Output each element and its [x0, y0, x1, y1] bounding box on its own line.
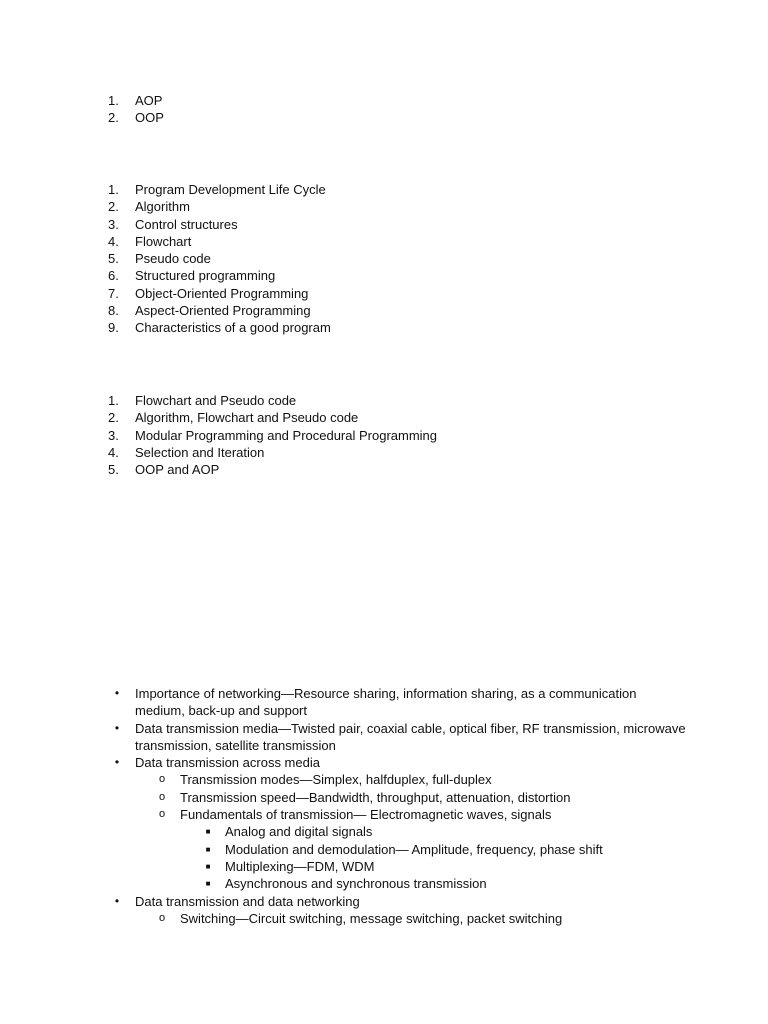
sub-bullet-item — [108, 910, 688, 927]
item-text: Transmission speed—Bandwidth, throughput, attenuation, distortion — [180, 789, 571, 805]
numbered-list-paradigms — [108, 92, 164, 127]
item-text: Data transmission across media — [135, 755, 320, 771]
list-item — [108, 444, 437, 461]
item-number: 4. — [108, 233, 119, 249]
bullet-icon: • — [114, 755, 120, 770]
item-text: Object-Oriented Programming — [135, 285, 309, 301]
item-text: OOP — [135, 110, 164, 126]
bullet-icon: • — [114, 893, 120, 908]
sub-bullet-item — [108, 789, 688, 806]
numbered-list-topics — [108, 181, 331, 337]
square-bullet-icon: ■ — [205, 879, 211, 889]
item-text: Asynchronous and synchronous transmission — [225, 876, 487, 892]
item-text: Transmission modes—Simplex, halfduplex, full-duplex — [180, 772, 492, 788]
circle-bullet-icon: o — [158, 911, 166, 924]
item-number: 7. — [108, 285, 119, 301]
item-text: OOP and AOP — [135, 462, 220, 478]
item-text: Characteristics of a good program — [135, 320, 331, 336]
list-item — [108, 216, 331, 233]
list-item — [108, 409, 437, 426]
sub-sub-bullet-item — [108, 841, 688, 858]
item-text: Structured programming — [135, 268, 276, 284]
item-number: 1. — [108, 393, 119, 408]
numbered-list-comparisons — [108, 392, 437, 478]
list-item — [108, 427, 437, 444]
item-number: 2. — [108, 110, 119, 126]
list-item — [108, 109, 164, 126]
list-item — [108, 181, 331, 198]
item-text: Control structures — [135, 216, 238, 232]
bullet-item — [108, 754, 688, 771]
circle-bullet-icon: o — [158, 808, 166, 821]
bullet-item — [108, 720, 688, 755]
square-bullet-icon: ■ — [205, 861, 211, 871]
item-text: Flowchart and Pseudo code — [135, 393, 297, 408]
bullet-item — [108, 893, 688, 910]
list-item — [108, 302, 331, 319]
circle-bullet-icon: o — [158, 773, 166, 786]
item-text: Multiplexing—FDM, WDM — [225, 858, 375, 874]
list-item — [108, 267, 331, 284]
item-text: Fundamentals of transmission— Electromagnetic waves, signals — [180, 807, 552, 823]
item-text: Aspect-Oriented Programming — [135, 303, 311, 319]
item-number: 3. — [108, 216, 119, 232]
item-number: 2. — [108, 410, 119, 426]
item-text: AOP — [135, 93, 163, 108]
item-text: Algorithm — [135, 199, 190, 215]
sub-sub-bullet-item — [108, 858, 688, 875]
item-text: Data transmission and data networking — [135, 893, 360, 909]
sub-bullet-item — [108, 806, 688, 823]
item-number: 1. — [108, 182, 119, 197]
list-item — [108, 461, 437, 478]
item-text: Switching—Circuit switching, message switching, packet switching — [180, 910, 563, 926]
sub-sub-bullet-item — [108, 875, 688, 892]
bullet-icon: • — [114, 686, 120, 700]
item-number: 5. — [108, 251, 119, 267]
bullet-item — [108, 685, 688, 720]
item-number: 5. — [108, 462, 119, 478]
item-text: Analog and digital signals — [225, 824, 373, 840]
list-item — [108, 285, 331, 302]
item-text: Algorithm, Flowchart and Pseudo code — [135, 410, 359, 426]
item-number: 6. — [108, 268, 119, 284]
list-item — [108, 392, 437, 409]
item-number: 9. — [108, 320, 119, 336]
item-number: 4. — [108, 444, 119, 460]
item-text: Importance of networking—Resource sharing, information sharing, as a communication medium, back-up and support — [135, 686, 637, 719]
item-text: Program Development Life Cycle — [135, 182, 326, 197]
item-text: Flowchart — [135, 233, 192, 249]
item-text: Selection and Iteration — [135, 444, 265, 460]
list-item — [108, 198, 331, 215]
item-text: Pseudo code — [135, 251, 211, 267]
item-text: Modulation and demodulation— Amplitude, frequency, phase shift — [225, 841, 603, 857]
square-bullet-icon: ■ — [205, 844, 211, 854]
list-item — [108, 92, 164, 109]
item-number: 2. — [108, 199, 119, 215]
bullet-icon: • — [114, 720, 120, 735]
list-item — [108, 319, 331, 336]
list-item — [108, 233, 331, 250]
sub-bullet-item — [108, 771, 688, 788]
bulleted-list-networking — [108, 685, 688, 927]
circle-bullet-icon: o — [158, 790, 166, 803]
sub-sub-bullet-item — [108, 823, 688, 840]
item-text: Data transmission media—Twisted pair, coaxial cable, optical fiber, RF transmission, microwave transmission, satellite transmission — [135, 720, 686, 753]
item-number: 3. — [108, 427, 119, 443]
item-number: 1. — [108, 93, 119, 108]
list-item — [108, 250, 331, 267]
item-number: 8. — [108, 303, 119, 319]
item-text: Modular Programming and Procedural Programming — [135, 427, 438, 443]
square-bullet-icon: ■ — [205, 827, 211, 837]
